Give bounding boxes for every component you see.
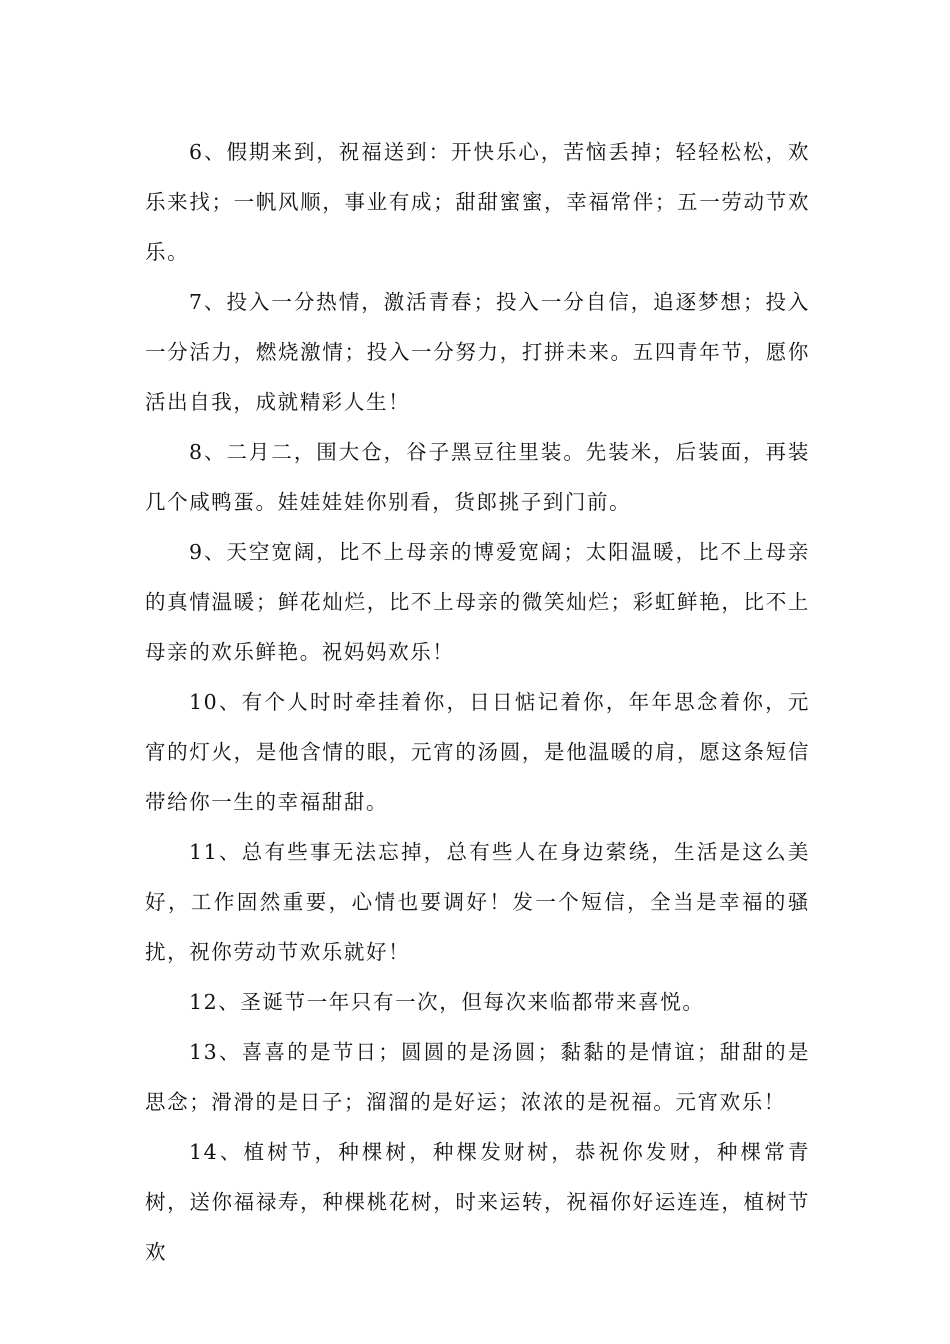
paragraph-14: 14、植树节，种棵树，种棵发财树，恭祝你发财，种棵常青树，送你福禄寿，种棵桃花树，时来运转，祝福你好运连连，植树节欢 bbox=[145, 1140, 810, 1264]
document-body bbox=[145, 127, 810, 1277]
paragraph-8: 8、二月二，围大仓，谷子黑豆往里装。先装米，后装面，再装几个咸鸭蛋。娃娃娃娃你别看，货郎挑子到门前。 bbox=[145, 440, 810, 514]
paragraph-9: 9、天空宽阔，比不上母亲的博爱宽阔；太阳温暖，比不上母亲的真情温暖；鲜花灿烂，比不上母亲的微笑灿烂；彩虹鲜艳，比不上母亲的欢乐鲜艳。祝妈妈欢乐！ bbox=[145, 540, 810, 664]
paragraph-13: 13、喜喜的是节日；圆圆的是汤圆；黏黏的是情谊；甜甜的是思念；滑滑的是日子；溜溜的是好运；浓浓的是祝福。元宵欢乐！ bbox=[145, 1040, 810, 1114]
paragraph-10: 10、有个人时时牵挂着你，日日惦记着你，年年思念着你，元宵的灯火，是他含情的眼，元宵的汤圆，是他温暖的肩，愿这条短信带给你一生的幸福甜甜。 bbox=[145, 690, 810, 814]
paragraph-6: 6、假期来到，祝福送到：开快乐心，苦恼丢掉；轻轻松松，欢乐来找；一帆风顺，事业有成；甜甜蜜蜜，幸福常伴；五一劳动节欢乐。 bbox=[145, 140, 810, 264]
paragraph-12: 12、圣诞节一年只有一次，但每次来临都带来喜悦。 bbox=[189, 990, 705, 1014]
paragraph-7: 7、投入一分热情，激活青春；投入一分自信，追逐梦想；投入一分活力，燃烧激情；投入一分努力，打拼未来。五四青年节，愿你活出自我，成就精彩人生！ bbox=[145, 290, 810, 414]
paragraph-11: 11、总有些事无法忘掉，总有些人在身边萦绕，生活是这么美好，工作固然重要，心情也要调好！发一个短信，全当是幸福的骚扰，祝你劳动节欢乐就好！ bbox=[145, 840, 810, 964]
